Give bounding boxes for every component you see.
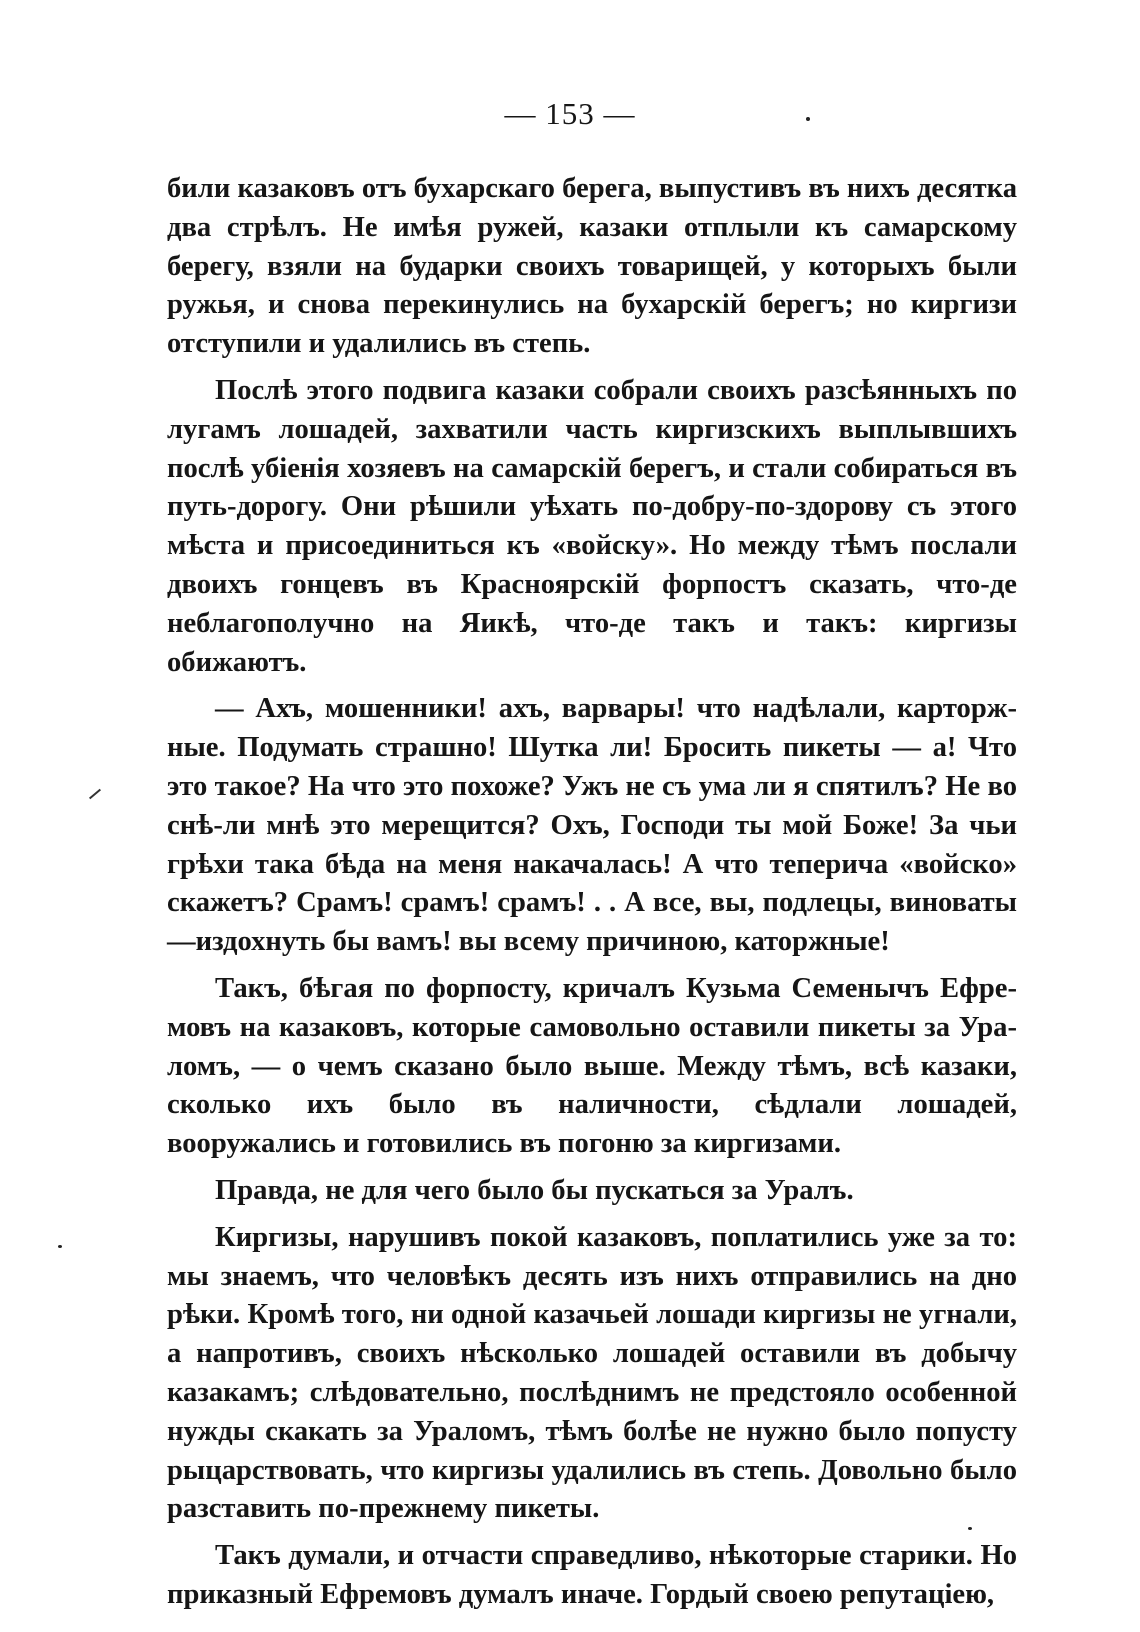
scan-speck xyxy=(968,1527,972,1530)
scan-mark xyxy=(89,789,101,800)
page-number: — 153 — xyxy=(504,96,636,131)
paragraph-5: Правда, не для чего было бы пускаться за Уралъ. xyxy=(215,1174,854,1206)
scan-speck xyxy=(58,1245,62,1248)
body-text xyxy=(167,170,1017,1615)
paragraph-1: били казаковъ отъ бухарскаго берега, выпустивъ въ нихъ десятка два стрѣлъ. Не имѣя ружей, казаки отплыли къ самарскому берегу, взяли на бударки своихъ товарищей, у которыхъ были ружья, и снова перекинулись на бухарскій берегъ; но киргизи отступили и удалились въ степь. xyxy=(167,173,1017,360)
scan-speck xyxy=(806,117,810,121)
paragraph-3: — Ахъ, мошенники! ахъ, варвары! что надѣлали, карторжные. Подумать страшно! Шутка ли! Бросить пикеты — а! Что это такое? На что это похоже? Ужъ не съ ума ли я спятилъ? Не во снѣ-ли мнѣ это мерещится? Охъ, Господи ты мой Боже! За чьи грѣхи така бѣда на меня накачалась! А что теперича «войско» скажетъ? Срамъ! срамъ! срамъ! . . А все, вы, подлецы, виноваты—издохнуть бы вамъ! вы всему причиною, каторжные! xyxy=(167,693,1017,958)
paragraph-7: Такъ думали, и отчасти справедливо, нѣкоторые старики. Но приказный Ефремовъ думалъ иначе. Гордый своею репутаціею, xyxy=(167,1540,1017,1610)
paragraph-6: Киргизы, нарушивъ покой казаковъ, поплатились уже за то: мы знаемъ, что человѣкъ десять изъ нихъ отправились на дно рѣки. Кромѣ того, ни одной казачьей лошади киргизы не угнали, а напротивъ, своихъ нѣсколько лошадей оставили въ добычу казакамъ; слѣдовательно, послѣднимъ не предстояло особенной нужды скакать за Ураломъ, тѣмъ болѣе не нужно было попусту рыцарствовать, что киргизы удалились въ степь. Довольно было разставить по-прежнему пикеты. xyxy=(167,1221,1017,1525)
paragraph-4: Такъ, бѣгая по форпосту, кричалъ Кузьма Семенычъ Ефремовъ на казаковъ, которые самовольно оставили пикеты за Ураломъ, — о чемъ сказано было выше. Между тѣмъ, всѣ казаки, сколько ихъ было въ наличности, сѣдлали лошадей, вооружались и готовились въ погоню за киргизами. xyxy=(167,972,1017,1160)
paragraph-2: Послѣ этого подвига казаки собрали своихъ разсѣянныхъ по лугамъ лошадей, захватили часть киргизскихъ выплывшихъ послѣ убіенія хозяевъ на самарскій берегъ, и стали собираться въ путь-дорогу. Они рѣшили уѣхать по-добру-по-здорову съ этого мѣста и присоединиться къ «войску». Но между тѣмъ послали двоихъ гонцевъ въ Красноярскій форпостъ сказать, что-де неблагополучно на Яикѣ, что-де такъ и такъ: киргизы обижаютъ. xyxy=(167,374,1017,678)
